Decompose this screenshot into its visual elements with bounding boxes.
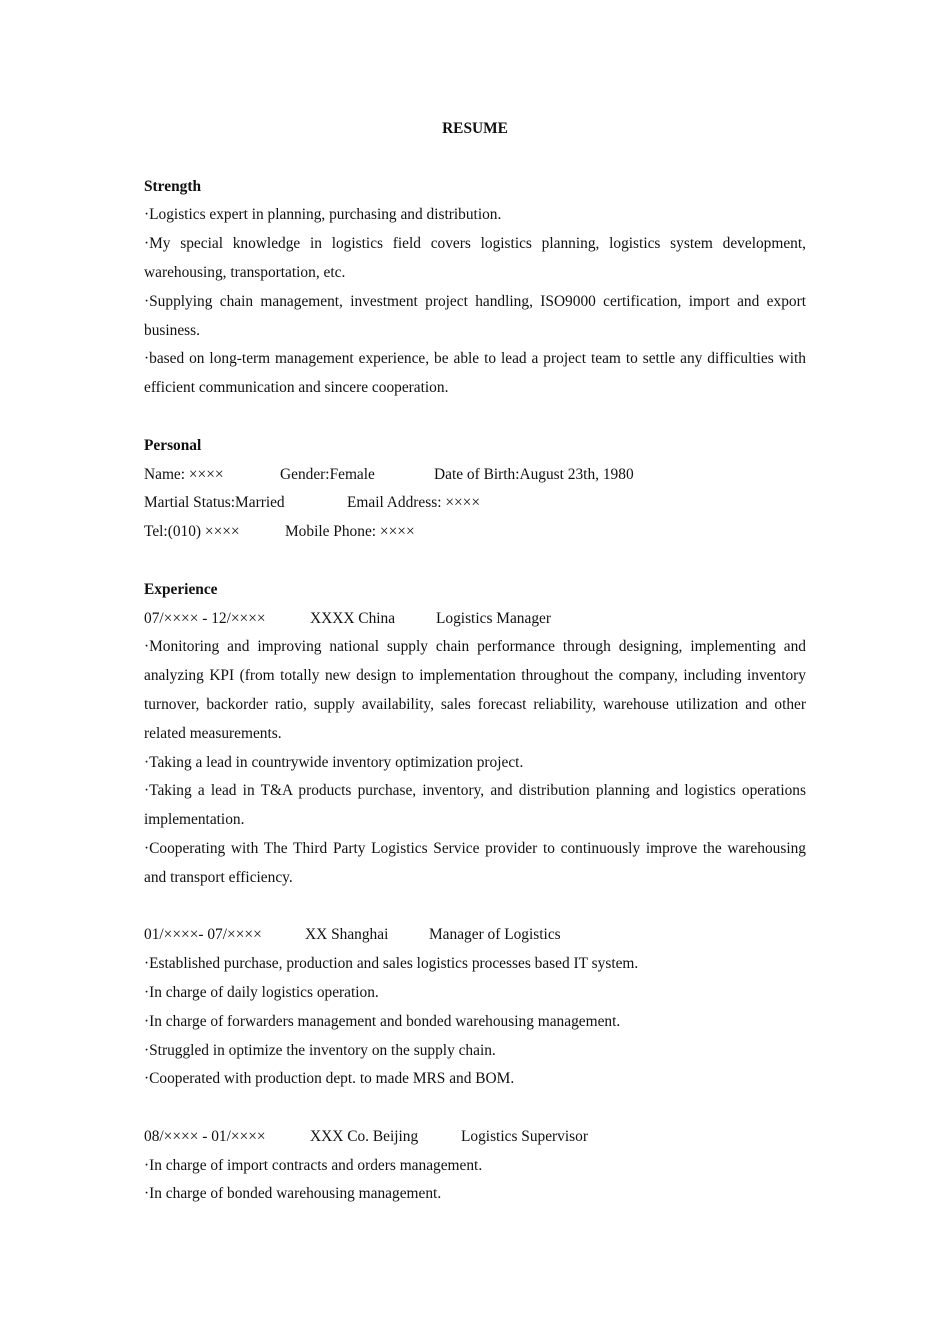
personal-email: Email Address: ××××	[347, 494, 481, 512]
personal-tel: Tel:(010) ××××	[144, 523, 240, 541]
personal-dob: Date of Birth:August 23th, 1980	[434, 465, 634, 483]
job-header	[144, 1123, 806, 1152]
job-item: ·Established purchase, production and sales logistics processes based IT system.	[144, 955, 639, 973]
personal-line-2	[144, 489, 806, 518]
strength-item: ·based on long-term management experience, be able to lead a project team to settle any difficulties with efficient communication and sincere cooperation.	[144, 350, 806, 397]
job-entry	[144, 1123, 806, 1209]
strength-item: ·Supplying chain management, investment project handling, ISO9000 certification, import and export business.	[144, 292, 806, 339]
spacer	[144, 144, 806, 173]
job-item: ·Struggled in optimize the inventory on the supply chain.	[144, 1041, 496, 1059]
experience-section	[144, 576, 806, 1210]
job-entry	[144, 605, 806, 893]
strength-section	[144, 173, 806, 403]
spacer	[144, 893, 806, 922]
personal-name: Name: ××××	[144, 465, 224, 483]
job-period: 01/××××- 07/××××	[144, 926, 262, 944]
job-role: Logistics Manager	[436, 609, 551, 627]
personal-marital: Martial Status:Married	[144, 494, 285, 512]
personal-gender: Gender:Female	[280, 465, 375, 483]
resume-page	[144, 115, 806, 1209]
spacer	[144, 547, 806, 576]
job-item: ·Taking a lead in countrywide inventory optimization project.	[144, 753, 524, 771]
job-role: Manager of Logistics	[429, 926, 561, 944]
job-period: 07/×××× - 12/××××	[144, 609, 266, 627]
job-item: ·In charge of forwarders management and bonded warehousing management.	[144, 1012, 621, 1030]
job-header	[144, 605, 806, 634]
job-entry	[144, 921, 806, 1094]
job-header	[144, 921, 806, 950]
strength-heading: Strength	[144, 177, 202, 195]
job-company: XXX Co. Beijing	[310, 1127, 419, 1145]
personal-heading: Personal	[144, 436, 202, 454]
strength-item: ·My special knowledge in logistics field covers logistics planning, logistics system development, warehousing, transportation, etc.	[144, 235, 806, 281]
job-period: 08/×××× - 01/××××	[144, 1127, 266, 1145]
job-item: ·Cooperating with The Third Party Logistics Service provider to continuously improve the warehousing and transport efficiency.	[144, 839, 806, 886]
job-item: ·Taking a lead in T&A products purchase, inventory, and distribution planning and logistics operations implementation.	[144, 782, 806, 829]
job-company: XXXX China	[310, 609, 396, 627]
strength-item: ·Logistics expert in planning, purchasing and distribution.	[144, 206, 502, 224]
personal-mobile: Mobile Phone: ××××	[285, 523, 415, 541]
job-item: ·In charge of bonded warehousing management.	[144, 1185, 442, 1203]
personal-line-3	[144, 518, 806, 547]
personal-section	[144, 432, 806, 547]
job-item: ·Cooperated with production dept. to made MRS and BOM.	[144, 1070, 515, 1088]
job-item: ·In charge of daily logistics operation.	[144, 983, 379, 1001]
spacer	[144, 403, 806, 432]
document-title: RESUME	[442, 120, 508, 137]
job-role: Logistics Supervisor	[461, 1127, 588, 1145]
experience-heading: Experience	[144, 580, 218, 598]
job-company: XX Shanghai	[305, 926, 389, 944]
job-item: ·In charge of import contracts and orders management.	[144, 1156, 483, 1174]
job-item: ·Monitoring and improving national supply chain performance through designing, implementing and analyzing KPI (from totally new design to implementation throughout the company, including inventory turnover, backorder ratio, supply availability, sales forecast reliability, warehouse utilization and other related measurements.	[144, 638, 806, 742]
spacer	[144, 1094, 806, 1123]
personal-line-1	[144, 461, 806, 490]
